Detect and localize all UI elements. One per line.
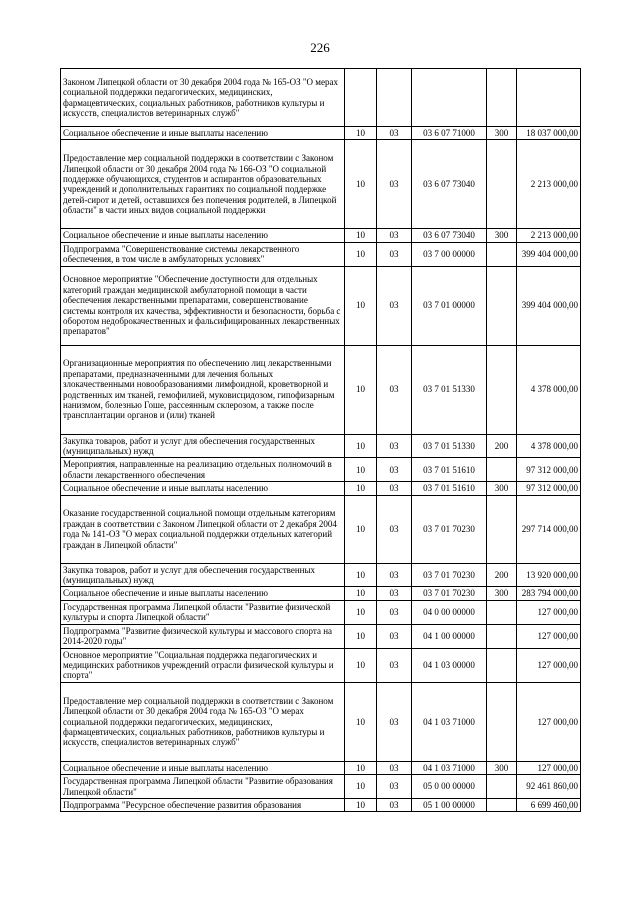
row-expense-type: 300 (487, 127, 517, 140)
row-amount: 6 699 460,00 (517, 798, 581, 811)
row-subsection: 03 (377, 682, 412, 761)
row-section: 10 (345, 798, 377, 811)
row-subsection: 03 (377, 482, 412, 495)
row-amount: 97 312 000,00 (517, 482, 581, 495)
row-section: 10 (345, 624, 377, 648)
table-row (61, 682, 581, 761)
row-amount: 4 378 000,00 (517, 434, 581, 458)
row-section: 10 (345, 761, 377, 774)
row-section: 10 (345, 434, 377, 458)
row-subsection: 03 (377, 798, 412, 811)
row-section: 10 (345, 266, 377, 345)
table-row (61, 563, 581, 587)
row-target-code: 03 6 07 71000 (412, 127, 487, 140)
row-description: Организационные мероприятия по обеспечению лиц лекарственными препаратами, предназначенными для лечения больных злокачественными новообразованиями лимфоидной, кроветворной и родственных им тканей, гемофилией, муковисцидозом, гипофизарным нанизмом, болезнью Гоше, рассеянным склерозом, а также после трансплантации органов и (или) тканей (61, 345, 345, 434)
row-target-code: 03 7 01 70230 (412, 495, 487, 563)
row-subsection: 03 (377, 648, 412, 682)
row-amount: 399 404 000,00 (517, 266, 581, 345)
row-target-code: 03 7 01 51610 (412, 482, 487, 495)
row-amount: 92 461 860,00 (517, 775, 581, 799)
row-description: Государственная программа Липецкой области "Развитие физической культуры и спорта Липецкой области" (61, 600, 345, 624)
row-description: Закупка товаров, работ и услуг для обеспечения государственных (муниципальных) нужд (61, 563, 345, 587)
table-row (61, 242, 581, 266)
row-description: Закупка товаров, работ и услуг для обеспечения государственных (муниципальных) нужд (61, 434, 345, 458)
row-section: 10 (345, 648, 377, 682)
row-amount: 97 312 000,00 (517, 458, 581, 482)
row-description: Подпрограмма "Ресурсное обеспечение развития образования (61, 798, 345, 811)
row-target-code: 04 1 03 71000 (412, 682, 487, 761)
row-section: 10 (345, 600, 377, 624)
row-target-code: 03 7 00 00000 (412, 242, 487, 266)
row-description: Предоставление мер социальной поддержки в соответствии с Законом Липецкой области от 30 декабря 2004 года № 166-ОЗ "О социальной поддержке обучающихся, студентов и аспирантов образовательных учреждений и дополнительных гарантиях по социальной поддержке детей-сирот и детей, оставшихся без попечения родителей, в Липецкой области" в части иных видов социальной поддержки (61, 140, 345, 229)
row-expense-type: 300 (487, 482, 517, 495)
row-amount: 127 000,00 (517, 624, 581, 648)
row-subsection: 03 (377, 242, 412, 266)
row-expense-type (487, 140, 517, 229)
row-section: 10 (345, 587, 377, 600)
row-section: 10 (345, 140, 377, 229)
table-row (61, 266, 581, 345)
row-description: Социальное обеспечение и иные выплаты населению (61, 761, 345, 774)
row-description: Социальное обеспечение и иные выплаты населению (61, 229, 345, 242)
row-target-code: 03 7 01 00000 (412, 266, 487, 345)
row-target-code: 04 1 03 00000 (412, 648, 487, 682)
row-subsection: 03 (377, 140, 412, 229)
table-row (61, 345, 581, 434)
row-amount: 13 920 000,00 (517, 563, 581, 587)
row-subsection: 03 (377, 587, 412, 600)
table-row (61, 600, 581, 624)
row-subsection: 03 (377, 434, 412, 458)
row-amount: 18 037 000,00 (517, 127, 581, 140)
table-row (61, 458, 581, 482)
row-target-code: 03 7 01 51610 (412, 458, 487, 482)
row-expense-type (487, 458, 517, 482)
table-row (61, 434, 581, 458)
row-description: Социальное обеспечение и иные выплаты населению (61, 587, 345, 600)
row-target-code: 03 6 07 73040 (412, 229, 487, 242)
row-description: Предоставление мер социальной поддержки в соответствии с Законом Липецкой области от 30 декабря 2004 года № 165-ОЗ "О мерах социальной поддержки педагогических, медицинских, фармацевтических, социальных работников, работников культуры и искусств, специалистов ветеринарных служб" (61, 682, 345, 761)
table-row (61, 140, 581, 229)
row-description: Оказание государственной социальной помощи отдельным категориям граждан в соответствии с Законом Липецкой области от 2 декабря 2004 года № 141-ОЗ "О мерах социальной поддержки отдельных категорий граждан в Липецкой области" (61, 495, 345, 563)
row-amount: 127 000,00 (517, 600, 581, 624)
row-section: 10 (345, 458, 377, 482)
row-expense-type: 300 (487, 761, 517, 774)
row-section: 10 (345, 563, 377, 587)
row-description: Государственная программа Липецкой области "Развитие образования Липецкой области" (61, 775, 345, 799)
table-row (61, 587, 581, 600)
row-target-code: 04 1 03 71000 (412, 761, 487, 774)
page-number: 226 (310, 40, 330, 55)
row-subsection: 03 (377, 458, 412, 482)
row-amount: 399 404 000,00 (517, 242, 581, 266)
row-amount: 2 213 000,00 (517, 229, 581, 242)
row-expense-type (487, 798, 517, 811)
row-section: 10 (345, 127, 377, 140)
row-target-code: 03 7 01 51330 (412, 345, 487, 434)
row-subsection: 03 (377, 600, 412, 624)
row-section: 10 (345, 229, 377, 242)
row-amount (517, 69, 581, 127)
row-subsection: 03 (377, 266, 412, 345)
row-subsection: 03 (377, 563, 412, 587)
budget-table-body (61, 69, 581, 812)
row-target-code: 03 7 01 70230 (412, 587, 487, 600)
row-target-code: 05 1 00 00000 (412, 798, 487, 811)
row-section: 10 (345, 242, 377, 266)
row-target-code (412, 69, 487, 127)
row-expense-type (487, 69, 517, 127)
table-row (61, 648, 581, 682)
row-expense-type (487, 242, 517, 266)
row-subsection: 03 (377, 229, 412, 242)
row-expense-type: 200 (487, 563, 517, 587)
row-expense-type: 200 (487, 434, 517, 458)
row-subsection: 03 (377, 127, 412, 140)
table-row (61, 127, 581, 140)
table-row (61, 495, 581, 563)
row-section: 10 (345, 682, 377, 761)
table-row (61, 775, 581, 799)
row-expense-type: 300 (487, 229, 517, 242)
row-expense-type (487, 345, 517, 434)
row-expense-type (487, 266, 517, 345)
table-row (61, 761, 581, 774)
row-description: Подпрограмма "Совершенствование системы лекарственного обеспечения, в том числе в амбулаторных условиях" (61, 242, 345, 266)
row-section: 10 (345, 495, 377, 563)
row-target-code: 03 7 01 70230 (412, 563, 487, 587)
row-subsection: 03 (377, 761, 412, 774)
row-subsection: 03 (377, 345, 412, 434)
row-description: Мероприятия, направленные на реализацию отдельных полномочий в области лекарственного обеспечения (61, 458, 345, 482)
row-target-code: 04 0 00 00000 (412, 600, 487, 624)
table-row (61, 482, 581, 495)
row-expense-type (487, 600, 517, 624)
row-section: 10 (345, 345, 377, 434)
row-amount: 297 714 000,00 (517, 495, 581, 563)
row-subsection: 03 (377, 775, 412, 799)
row-expense-type (487, 624, 517, 648)
budget-table (60, 68, 581, 812)
table-row (61, 229, 581, 242)
row-subsection (377, 69, 412, 127)
row-description: Законом Липецкой области от 30 декабря 2004 года № 165-ОЗ "О мерах социальной поддержки педагогических, медицинских, фармацевтических, социальных работников, работников культуры и искусств, специалистов ветеринарных служб" (61, 69, 345, 127)
row-target-code: 03 7 01 51330 (412, 434, 487, 458)
row-amount: 127 000,00 (517, 682, 581, 761)
row-amount: 2 213 000,00 (517, 140, 581, 229)
table-row (61, 798, 581, 811)
table-row (61, 69, 581, 127)
row-description: Социальное обеспечение и иные выплаты населению (61, 127, 345, 140)
row-section: 10 (345, 775, 377, 799)
row-expense-type (487, 648, 517, 682)
row-target-code: 05 0 00 00000 (412, 775, 487, 799)
row-section: 10 (345, 482, 377, 495)
row-expense-type (487, 682, 517, 761)
table-row (61, 624, 581, 648)
row-target-code: 04 1 00 00000 (412, 624, 487, 648)
row-target-code: 03 6 07 73040 (412, 140, 487, 229)
row-description: Подпрограмма "Развитие физической культуры и массового спорта на 2014-2020 годы" (61, 624, 345, 648)
row-expense-type (487, 495, 517, 563)
row-subsection: 03 (377, 495, 412, 563)
row-description: Основное мероприятие "Обеспечение доступности для отдельных категорий граждан медицинской амбулаторной помощи в части обеспечения лекарственными препаратами, совершенствование системы контроля их качества, эффективности и безопасности, борьба с оборотом недоброкачественных и фальсифицированных лекарственных препаратов" (61, 266, 345, 345)
row-section (345, 69, 377, 127)
row-expense-type: 300 (487, 587, 517, 600)
row-subsection: 03 (377, 624, 412, 648)
row-description: Основное мероприятие "Социальная поддержка педагогических и медицинских работников учреждений отрасли физической культуры и спорта" (61, 648, 345, 682)
row-amount: 127 000,00 (517, 648, 581, 682)
row-amount: 283 794 000,00 (517, 587, 581, 600)
row-expense-type (487, 775, 517, 799)
row-amount: 4 378 000,00 (517, 345, 581, 434)
row-description: Социальное обеспечение и иные выплаты населению (61, 482, 345, 495)
row-amount: 127 000,00 (517, 761, 581, 774)
